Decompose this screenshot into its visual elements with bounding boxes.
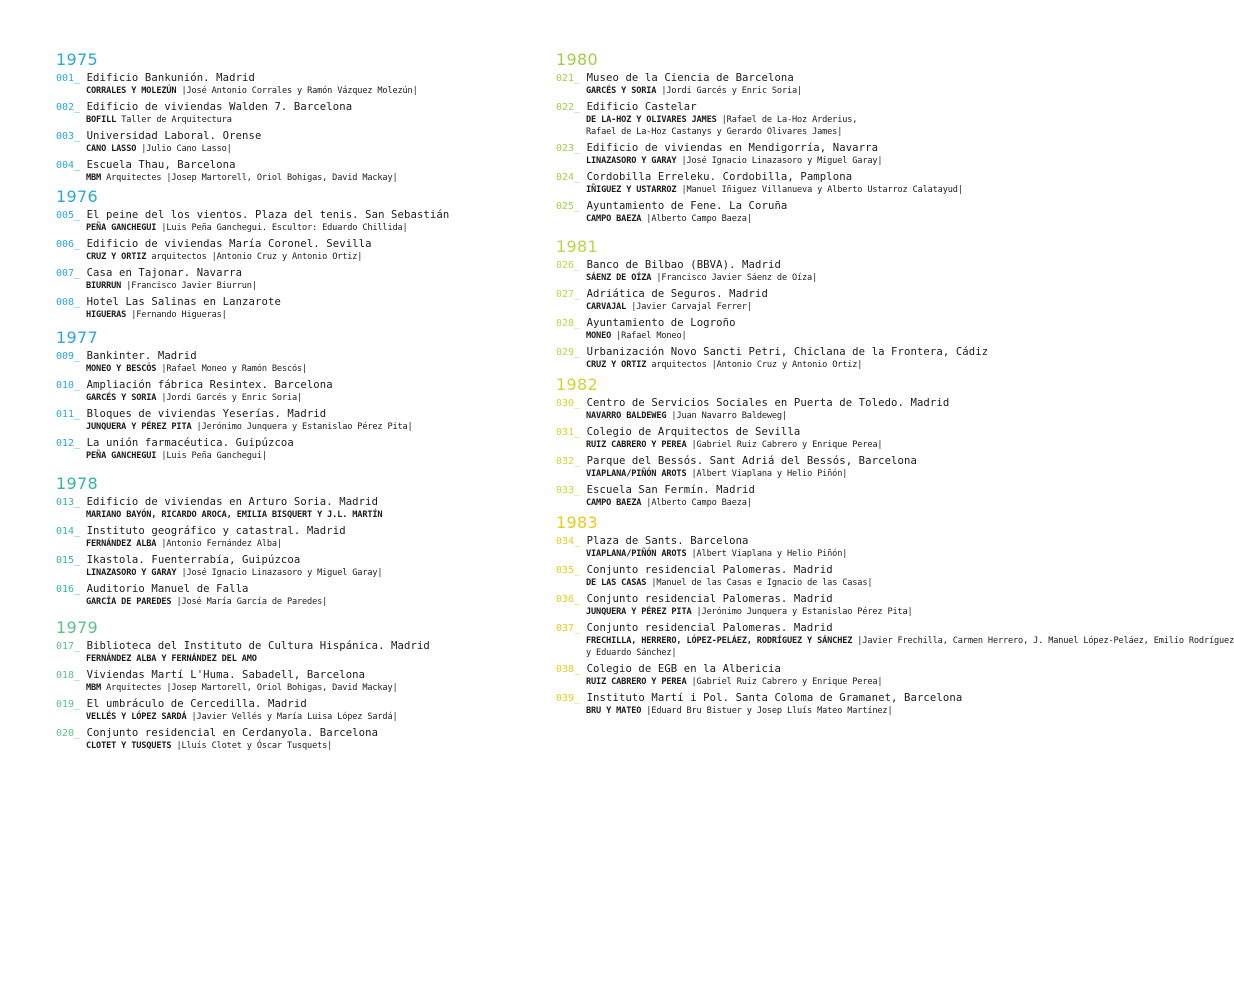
architect-name: NAVARRO BALDEWEG <box>586 411 667 421</box>
entry-number: 035_ <box>556 565 581 576</box>
architect-name: MONEO <box>586 331 612 341</box>
entry-credits-line <box>556 439 986 451</box>
entry-credits-line <box>56 421 496 433</box>
architect-name: SÁENZ DE OÍZA <box>586 273 652 283</box>
entry-title-line <box>556 692 986 705</box>
entry-number: 014_ <box>56 526 81 537</box>
entry-number: 027_ <box>556 289 581 300</box>
year-section <box>556 377 986 509</box>
architect-credits: |Lluís Clotet y Óscar Tusquets| <box>176 741 333 751</box>
year-heading: 1981 <box>556 237 598 256</box>
entry-title-line <box>56 159 496 172</box>
entry-number: 029_ <box>556 347 581 358</box>
entry-credits-line <box>56 363 496 375</box>
architect-name: BOFILL <box>86 115 117 125</box>
entry-number: 021_ <box>556 73 581 84</box>
catalog-entry <box>56 209 496 234</box>
entry-number: 005_ <box>56 210 81 221</box>
architect-name: CAMPO BAEZA <box>586 214 642 224</box>
entry-credits-line <box>56 596 496 608</box>
entry-title: Parque del Bessós. Sant Adriá del Bessós, Barcelona <box>586 455 917 467</box>
entry-number: 022_ <box>556 102 581 113</box>
entry-title: Edificio de viviendas en Arturo Soria. Madrid <box>86 496 379 508</box>
entry-number: 011_ <box>56 409 81 420</box>
entry-number: 026_ <box>556 260 581 271</box>
catalog-entry <box>56 496 496 521</box>
entry-title: Casa en Tajonar. Navarra <box>86 267 243 279</box>
catalog-entry <box>56 437 496 462</box>
architect-name: MONEO Y BESCÓS <box>86 364 157 374</box>
entry-number: 008_ <box>56 297 81 308</box>
entry-number: 017_ <box>56 641 81 652</box>
catalog-entry <box>56 350 496 375</box>
architect-credits: |Albert Viaplana y Helio Piñón| <box>691 549 848 559</box>
architect-name: RUIZ CABRERO Y PEREA <box>586 677 687 687</box>
year-heading: 1982 <box>556 375 598 394</box>
catalog-entry <box>56 238 496 263</box>
entry-credits-line <box>556 213 986 225</box>
entry-credits-line <box>556 676 986 688</box>
entry-title: La unión farmacéutica. Guipúzcoa <box>86 437 294 449</box>
entry-title-line <box>556 200 986 213</box>
entry-number: 037_ <box>556 623 581 634</box>
entry-title-line <box>56 525 496 538</box>
year-section <box>556 237 989 371</box>
entry-title-line <box>556 663 986 676</box>
catalog-entry <box>56 72 496 97</box>
entry-credits-line <box>556 577 986 589</box>
entry-credits-line <box>556 410 986 422</box>
entry-title: Ampliación fábrica Resintex. Barcelona <box>86 379 333 391</box>
year-section <box>56 330 496 462</box>
architect-name: JUNQUERA Y PÉREZ PITA <box>86 422 192 432</box>
entry-credits-line <box>56 653 496 665</box>
entry-credits-line <box>556 705 986 717</box>
entry-title: Bankinter. Madrid <box>86 350 197 362</box>
entry-credits-line <box>56 740 496 752</box>
architect-credits: |José María García de Paredes| <box>176 597 328 607</box>
entry-title-line <box>56 350 496 363</box>
entry-credits-line <box>56 392 496 404</box>
entry-title: Hotel Las Salinas en Lanzarote <box>86 296 281 308</box>
catalog-entry <box>556 663 986 688</box>
catalog-entry <box>56 525 496 550</box>
entry-number: 007_ <box>56 268 81 279</box>
entry-title-line <box>56 296 496 309</box>
entry-credits-line <box>56 251 496 263</box>
entry-title-line <box>556 535 986 548</box>
architect-credits: |Javier Vellés y María Luisa López Sardá| <box>191 712 398 722</box>
entry-title: Ikastola. Fuenterrabía, Guipúzcoa <box>86 554 301 566</box>
catalog-entry <box>556 101 986 138</box>
entry-number: 025_ <box>556 201 581 212</box>
architect-name: BIURRUN <box>86 281 122 291</box>
year-section <box>56 620 496 752</box>
architect-credits: |Rafael Moneo y Ramón Bescós| <box>161 364 308 374</box>
entry-title-line <box>56 554 496 567</box>
architect-name: VIAPLANA/PIÑÓN AROTS <box>586 469 687 479</box>
entry-credits-line <box>556 301 986 313</box>
entry-title: Auditorio Manuel de Falla <box>86 583 249 595</box>
architect-credits: |Fernando Higueras| <box>131 310 227 320</box>
year-section <box>556 513 1234 717</box>
catalog-entry <box>56 554 496 579</box>
catalog-entry <box>556 72 986 97</box>
catalog-entry <box>556 426 986 451</box>
architect-name: GARCÉS Y SORIA <box>86 393 157 403</box>
catalog-entry <box>556 317 986 342</box>
entry-title: Conjunto residencial Palomeras. Madrid <box>586 593 833 605</box>
architect-credits: |Rafael de La-Hoz Arderius, <box>721 115 858 125</box>
entry-title: Edificio de viviendas Walden 7. Barcelona <box>86 101 353 113</box>
architect-name: GARCÉS Y SORIA <box>586 86 657 96</box>
architect-credits: |Francisco Javier Biurrun| <box>126 281 257 291</box>
entry-title-line <box>56 496 496 509</box>
catalog-entry <box>556 288 986 313</box>
entry-title-line <box>56 379 496 392</box>
year-heading: 1978 <box>56 474 98 493</box>
entry-number: 012_ <box>56 438 81 449</box>
entry-credits-line <box>56 509 496 521</box>
entry-title-line <box>56 408 496 421</box>
architect-name: CARVAJAL <box>586 302 627 312</box>
entry-title: Ayuntamiento de Fene. La Coruña <box>586 200 788 212</box>
entry-title-line <box>56 669 496 682</box>
entry-credits-line <box>556 330 986 342</box>
entry-credits-line <box>556 85 986 97</box>
entry-title: Edificio Castelar <box>586 101 697 113</box>
entry-title: Instituto geográfico y catastral. Madrid <box>86 525 346 537</box>
entry-title: Centro de Servicios Sociales en Puerta de Toledo. Madrid <box>586 397 950 409</box>
entry-title: El umbráculo de Cercedilla. Madrid <box>86 698 307 710</box>
catalog-entry <box>56 296 496 321</box>
architect-name: CRUZ Y ORTIZ <box>86 252 147 262</box>
entry-number: 018_ <box>56 670 81 681</box>
architect-credits: arquitectos |Antonio Cruz y Antonio Ortiz| <box>151 252 363 262</box>
architect-name: DE LAS CASAS <box>586 578 647 588</box>
architect-name: FRECHILLA, HERRERO, LÓPEZ-PELÁEZ, RODRÍGUEZ Y SÁNCHEZ <box>586 636 853 646</box>
catalog-entry <box>556 622 1234 659</box>
entry-title-line <box>556 101 986 114</box>
architect-credits: |Juan Navarro Baldeweg| <box>671 411 787 421</box>
architect-credits: |Gabriel Ruiz Cabrero y Enrique Perea| <box>691 677 883 687</box>
architect-name: DE LA-HOZ Y OLIVARES JAMES <box>586 115 717 125</box>
architect-credits: |Luis Peña Ganchegui| <box>161 451 267 461</box>
entry-title: Edificio de viviendas en Mendigorría, Navarra <box>586 142 879 154</box>
entry-number: 002_ <box>56 102 81 113</box>
entry-title-line <box>556 171 986 184</box>
entry-credits-line <box>56 172 496 184</box>
entry-number: 032_ <box>556 456 581 467</box>
architect-name: PEÑA GANCHEGUI <box>86 451 157 461</box>
entry-credits-line <box>556 155 986 167</box>
entry-number: 024_ <box>556 172 581 183</box>
entry-credits-line <box>56 682 496 694</box>
entry-title-line <box>56 267 496 280</box>
entry-title: Conjunto residencial Palomeras. Madrid <box>586 622 833 634</box>
entry-credits-line <box>556 184 986 196</box>
architect-credits: |Jordi Garcés y Enric Soria| <box>161 393 303 403</box>
architect-credits: |José Ignacio Linazasoro y Miguel Garay| <box>681 156 883 166</box>
architect-name: FERNÁNDEZ ALBA Y FERNÁNDEZ DEL AMO <box>86 654 257 664</box>
catalog-entry <box>56 727 496 752</box>
entry-title-line <box>56 640 496 653</box>
entry-title-line <box>56 727 496 740</box>
catalog-entry <box>556 535 986 560</box>
entry-number: 016_ <box>56 584 81 595</box>
catalog-entry <box>556 484 986 509</box>
architect-name: CANO LASSO <box>86 144 137 154</box>
entry-title: Instituto Martí i Pol. Santa Coloma de Gramanet, Barcelona <box>586 692 963 704</box>
entry-title-line <box>556 346 989 359</box>
entry-title: Conjunto residencial en Cerdanyola. Barcelona <box>86 727 379 739</box>
catalog-entry <box>56 669 496 694</box>
catalog-entry <box>56 640 496 665</box>
entry-title: Cordobilla Erreleku. Cordobilla, Pamplona <box>586 171 853 183</box>
entry-title: Plaza de Sants. Barcelona <box>586 535 749 547</box>
architect-name: MBM <box>86 683 102 693</box>
architect-name: MBM <box>86 173 102 183</box>
architect-credits: |Albert Viaplana y Helio Piñón| <box>691 469 848 479</box>
entry-title-line <box>556 317 986 330</box>
catalog-entry <box>556 142 986 167</box>
year-section <box>56 189 496 321</box>
entry-credits-line <box>56 143 496 155</box>
entry-title: El peine del los vientos. Plaza del tenis. San Sebastián <box>86 209 450 221</box>
catalog-entry <box>56 583 496 608</box>
entry-credits-line <box>56 450 496 462</box>
entry-number: 003_ <box>56 131 81 142</box>
entry-title: Biblioteca del Instituto de Cultura Hispánica. Madrid <box>86 640 430 652</box>
entry-number: 009_ <box>56 351 81 362</box>
entry-title: Edificio de viviendas María Coronel. Sevilla <box>86 238 372 250</box>
entry-title: Escuela Thau, Barcelona <box>86 159 236 171</box>
catalog-entry <box>556 200 986 225</box>
entry-title: Conjunto residencial Palomeras. Madrid <box>586 564 833 576</box>
entry-title-line <box>556 288 986 301</box>
year-heading: 1980 <box>556 50 598 69</box>
architect-credits: |Gabriel Ruiz Cabrero y Enrique Perea| <box>691 440 883 450</box>
entry-credits-line <box>56 711 496 723</box>
entry-title: Urbanización Novo Sancti Petri, Chiclana de la Frontera, Cádiz <box>586 346 989 358</box>
entry-credits-line <box>556 497 986 509</box>
year-heading: 1976 <box>56 187 98 206</box>
entry-title-line <box>56 72 496 85</box>
entry-title-line <box>56 437 496 450</box>
entry-title: Adriática de Seguros. Madrid <box>586 288 768 300</box>
catalog-entry <box>56 101 496 126</box>
architect-credits: |Julio Cano Lasso| <box>141 144 232 154</box>
entry-credits-line: Rafael de La-Hoz Castanys y Gerardo Olivares James| <box>586 127 843 137</box>
architect-name: FERNÁNDEZ ALBA <box>86 539 157 549</box>
catalog-entry <box>556 171 986 196</box>
architect-credits: |Rafael Moneo| <box>616 331 687 341</box>
architect-credits: |Antonio Fernández Alba| <box>161 539 282 549</box>
architect-credits: |Francisco Javier Sáenz de Oíza| <box>656 273 818 283</box>
architect-name: LINAZASORO Y GARAY <box>586 156 677 166</box>
architect-name: CAMPO BAEZA <box>586 498 642 508</box>
catalog-entry <box>556 346 989 371</box>
year-heading: 1983 <box>556 513 598 532</box>
entry-number: 023_ <box>556 143 581 154</box>
entry-title: Bloques de viviendas Yeserías. Madrid <box>86 408 327 420</box>
architect-credits: |Alberto Campo Baeza| <box>646 214 752 224</box>
year-section <box>56 52 496 184</box>
entry-number: 006_ <box>56 239 81 250</box>
architect-credits: |Manuel de las Casas e Ignacio de las Casas| <box>651 578 873 588</box>
year-heading: 1977 <box>56 328 98 347</box>
entry-title-line <box>56 238 496 251</box>
architect-credits: arquitectos |Antonio Cruz y Antonio Ortiz| <box>651 360 863 370</box>
architect-name: VELLÉS Y LÓPEZ SARDÁ <box>86 712 187 722</box>
entry-title-line <box>556 622 986 635</box>
architect-name: JUNQUERA Y PÉREZ PITA <box>586 607 692 617</box>
catalog-entry <box>56 267 496 292</box>
architect-name: CORRALES Y MOLEZÚN <box>86 86 177 96</box>
catalog-entry <box>556 564 986 589</box>
architect-credits: |Javier Carvajal Ferrer| <box>631 302 752 312</box>
entry-credits-line <box>56 114 496 126</box>
entry-title-line <box>56 101 496 114</box>
architect-credits: |Jerónimo Junquera y Estanislao Pérez Pita| <box>196 422 413 432</box>
entry-credits-line <box>556 272 986 284</box>
entry-title-line <box>556 484 986 497</box>
catalog-entry <box>556 455 986 480</box>
catalog-entry <box>56 159 496 184</box>
entry-title: Banco de Bilbao (BBVA). Madrid <box>586 259 781 271</box>
architect-credits: |Luis Peña Ganchegui. Escultor: Eduardo Chillida| <box>161 223 408 233</box>
entry-credits-line <box>556 606 986 618</box>
entry-number: 039_ <box>556 693 581 704</box>
entry-title-line <box>56 698 496 711</box>
architect-credits: |Jerónimo Junquera y Estanislao Pérez Pita| <box>696 607 913 617</box>
catalog-entry <box>556 259 986 284</box>
entry-credits-line <box>56 222 496 234</box>
entry-number: 001_ <box>56 73 81 84</box>
entry-title-line <box>556 564 986 577</box>
entry-credits-line <box>556 548 986 560</box>
entry-number: 004_ <box>56 160 81 171</box>
architect-credits: Taller de Arquitectura <box>121 115 232 125</box>
architect-credits: |Jordi Garcés y Enric Soria| <box>661 86 803 96</box>
entry-title-line <box>556 426 986 439</box>
entry-credits-line <box>56 309 496 321</box>
entry-title-line <box>556 259 986 272</box>
year-section <box>56 476 496 608</box>
entry-number: 020_ <box>56 728 81 739</box>
year-heading: 1979 <box>56 618 98 637</box>
entry-title: Colegio de EGB en la Albericia <box>586 663 781 675</box>
catalog-entry <box>556 593 986 618</box>
entry-credits-line <box>56 280 496 292</box>
catalog-entry <box>56 698 496 723</box>
entry-title: Escuela San Fermín. Madrid <box>586 484 756 496</box>
architect-credits: |José Antonio Corrales y Ramón Vázquez Molezún| <box>181 86 418 96</box>
architect-name: MARIANO BAYÓN, RICARDO AROCA, EMILIA BISQUERT Y J.L. MARTÍN <box>86 510 383 520</box>
entry-title-line <box>556 593 986 606</box>
entry-credits-line <box>556 114 986 126</box>
entry-number: 038_ <box>556 664 581 675</box>
entry-title: Universidad Laboral. Orense <box>86 130 262 142</box>
right-column <box>556 50 1234 717</box>
catalog-entry <box>556 397 986 422</box>
entry-credits-line <box>56 538 496 550</box>
year-section <box>556 52 986 225</box>
entry-credits-line: y Eduardo Sánchez| <box>586 648 677 658</box>
catalog-entry <box>56 408 496 433</box>
entry-number: 033_ <box>556 485 581 496</box>
entry-number: 028_ <box>556 318 581 329</box>
entry-title-line <box>556 72 986 85</box>
architect-name: CRUZ Y ORTIZ <box>586 360 647 370</box>
entry-title-line <box>56 130 496 143</box>
architect-name: IÑIGUEZ Y USTARROZ <box>586 185 677 195</box>
catalog-entry <box>56 130 496 155</box>
architect-credits: Arquitectes |Josep Martorell, Oriol Bohigas, David Mackay| <box>106 173 398 183</box>
entry-number: 010_ <box>56 380 81 391</box>
entry-title-line <box>56 583 496 596</box>
entry-title: Colegio de Arquitectos de Sevilla <box>586 426 801 438</box>
entry-title-line <box>56 209 496 222</box>
architect-name: GARCÍA DE PAREDES <box>86 597 172 607</box>
entry-title: Edificio Bankunión. Madrid <box>86 72 256 84</box>
entry-title-line <box>556 397 986 410</box>
entry-title: Ayuntamiento de Logroño <box>586 317 736 329</box>
entry-number: 013_ <box>56 497 81 508</box>
architect-name: HIGUERAS <box>86 310 127 320</box>
entry-credits-line <box>556 635 1234 647</box>
catalog-entry <box>556 692 986 717</box>
architect-name: BRU Y MATEO <box>586 706 642 716</box>
entry-credits-line <box>556 359 986 371</box>
entry-credits-line <box>556 468 986 480</box>
left-column <box>56 52 496 752</box>
architect-name: LINAZASORO Y GARAY <box>86 568 177 578</box>
entry-credits-line <box>56 85 496 97</box>
architect-name: CLOTET Y TUSQUETS <box>86 741 172 751</box>
architect-credits: Arquitectes |Josep Martorell, Oriol Bohigas, David Mackay| <box>106 683 398 693</box>
architect-credits: |Javier Frechilla, Carmen Herrero, J. Manuel López-Peláez, Emilio Rodríguez <box>857 636 1234 646</box>
entry-title-line <box>556 455 986 468</box>
architect-credits: |José Ignacio Linazasoro y Miguel Garay| <box>181 568 383 578</box>
entry-title-line <box>556 142 986 155</box>
entry-number: 015_ <box>56 555 81 566</box>
entry-number: 019_ <box>56 699 81 710</box>
year-heading: 1975 <box>56 50 98 69</box>
entry-number: 031_ <box>556 427 581 438</box>
architect-credits: |Eduard Bru Bistuer y Josep Lluís Mateo Martínez| <box>646 706 893 716</box>
architect-name: RUIZ CABRERO Y PEREA <box>586 440 687 450</box>
entry-credits-line <box>56 567 496 579</box>
entry-number: 030_ <box>556 398 581 409</box>
entry-number: 034_ <box>556 536 581 547</box>
entry-title: Viviendas Martí L'Huma. Sabadell, Barcelona <box>86 669 366 681</box>
architect-name: PEÑA GANCHEGUI <box>86 223 157 233</box>
architect-name: VIAPLANA/PIÑÓN AROTS <box>586 549 687 559</box>
entry-number: 036_ <box>556 594 581 605</box>
architect-credits: |Alberto Campo Baeza| <box>646 498 752 508</box>
catalog-entry <box>56 379 496 404</box>
architect-credits: |Manuel Iñiguez Villanueva y Alberto Ustarroz Calatayud| <box>681 185 963 195</box>
entry-title: Museo de la Ciencia de Barcelona <box>586 72 794 84</box>
